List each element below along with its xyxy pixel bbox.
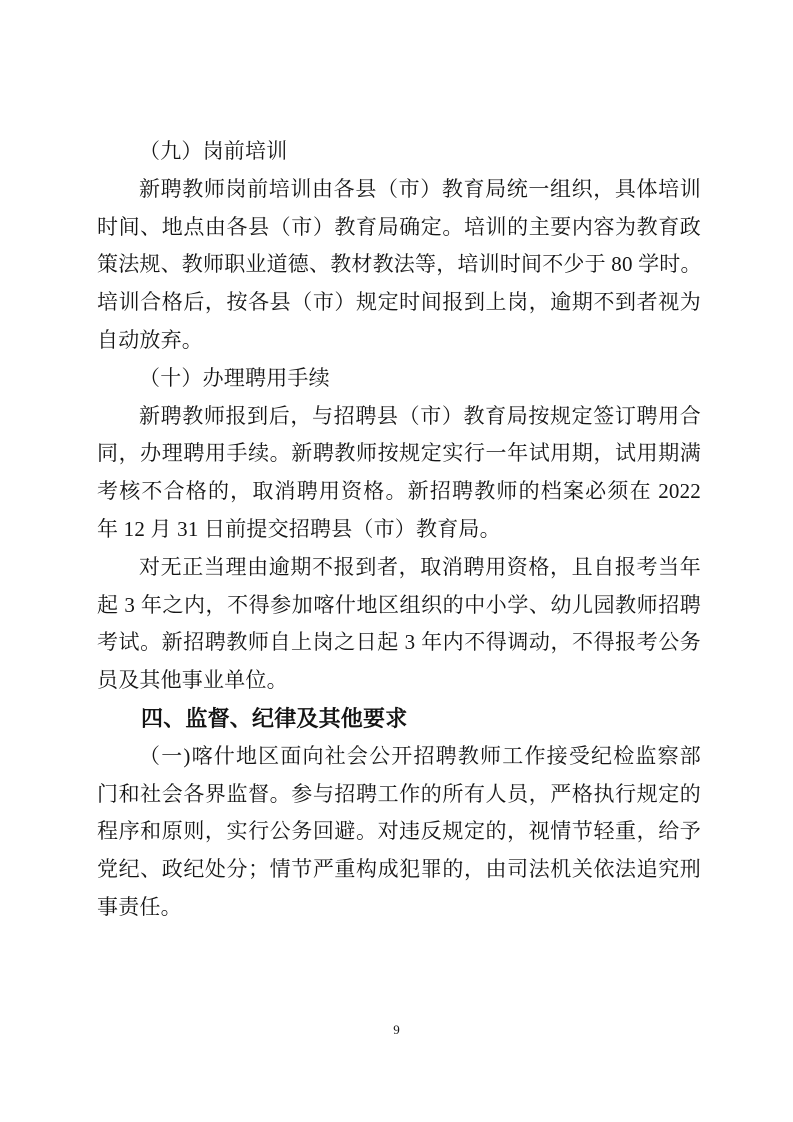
para-pre-job-training-line: 新聘教师岗前培训由各县（市）教育局统一组织，具体培训: [139, 176, 701, 201]
para-employment-contract-line: 同，办理聘用手续。新聘教师按规定实行一年试用期，试用期满: [97, 441, 701, 466]
para-pre-job-training-line: 自动放弃。: [97, 327, 203, 352]
para-no-show-penalty-line: 起 3 年之内，不得参加喀什地区组织的中小学、幼儿园教师招聘: [97, 592, 701, 617]
para-supervision-line: 程序和原则，实行公务回避。对违反规定的，视情节轻重，给予: [97, 819, 701, 844]
para-pre-job-training-line: 策法规、教师职业道德、教材教法等，培训时间不少于 80 学时。: [97, 252, 702, 277]
para-no-show-penalty-line: 员及其他事业单位。: [97, 668, 288, 693]
para-supervision-line: （一)喀什地区面向社会公开招聘教师工作接受纪检监察部: [139, 743, 701, 768]
para-no-show-penalty-line: 对无正当理由逾期不报到者，取消聘用资格，且自报考当年: [139, 554, 701, 579]
para-employment-contract-line: 新聘教师报到后，与招聘县（市）教育局按规定签订聘用合: [139, 403, 701, 428]
para-employment-contract-line: 考核不合格的，取消聘用资格。新招聘教师的档案必须在 2022: [97, 479, 701, 504]
para-supervision-line: 门和社会各界监督。参与招聘工作的所有人员，严格执行规定的: [97, 781, 701, 806]
para-pre-job-training-line: 时间、地点由各县（市）教育局确定。培训的主要内容为教育政: [97, 214, 701, 239]
para-supervision-line: 党纪、政纪处分；情节严重构成犯罪的，由司法机关依法追究刑: [97, 857, 701, 882]
section-heading-pre-job-training: （九）岗前培训: [139, 139, 288, 163]
section-heading-employment-procedures: （十）办理聘用手续: [139, 365, 330, 390]
page-number: 9: [393, 1022, 400, 1037]
para-pre-job-training-line: 培训合格后，按各县（市）规定时间报到上岗，逾期不到者视为: [97, 290, 701, 315]
para-employment-contract-line: 年 12 月 31 日前提交招聘县（市）教育局。: [97, 516, 501, 541]
para-no-show-penalty-line: 考试。新招聘教师自上岗之日起 3 年内不得调动，不得报考公务: [97, 630, 701, 655]
para-supervision-line: 事责任。: [97, 894, 182, 919]
section-heading-supervision-discipline: 四、监督、纪律及其他要求: [141, 705, 408, 731]
text-block: [97, 133, 701, 927]
